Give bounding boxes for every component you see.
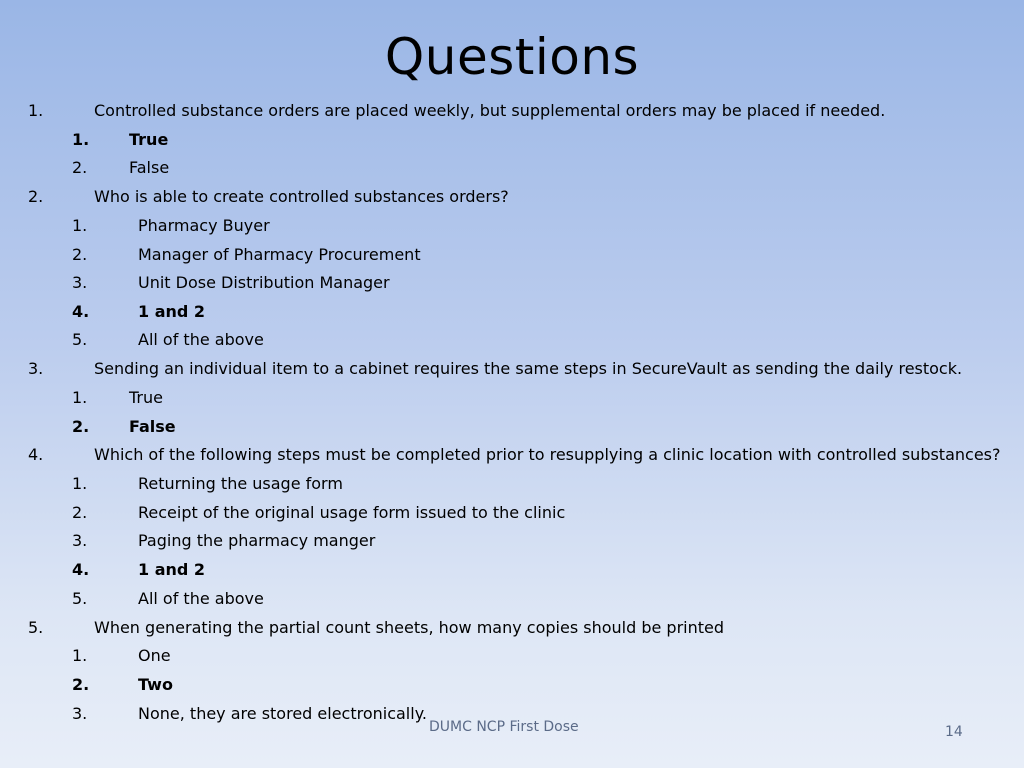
option-text: False	[129, 158, 170, 177]
option-text: Pharmacy Buyer	[138, 216, 270, 235]
option-text: Receipt of the original usage form issued to the clinic	[138, 503, 566, 522]
question-number: 5.	[28, 618, 44, 637]
question-text: Who is able to create controlled substances orders?	[94, 187, 509, 206]
option-number: 1.	[72, 646, 88, 665]
option-number: 3.	[72, 531, 88, 550]
question-text: Which of the following steps must be completed prior to resupplying a clinic location with controlled substances?	[94, 445, 1001, 464]
option-text: Returning the usage form	[138, 474, 343, 493]
option-text: Two	[138, 675, 173, 694]
option-text: All of the above	[138, 330, 264, 349]
question-number: 2.	[28, 187, 44, 206]
page-number: 14	[945, 724, 963, 740]
option-number: 5.	[72, 330, 88, 349]
question-number: 4.	[28, 445, 44, 464]
option-text: All of the above	[138, 589, 264, 608]
option-text: True	[129, 130, 169, 149]
option-number: 2.	[72, 158, 88, 177]
option-number: 1.	[72, 388, 88, 407]
question-number: 3.	[28, 359, 44, 378]
slide-footer: DUMC NCP First Dose	[429, 719, 579, 735]
slide-title: Questions	[384, 28, 640, 86]
option-number: 1.	[72, 216, 88, 235]
option-text: One	[138, 646, 171, 665]
option-number: 4.	[72, 302, 90, 321]
option-number: 2.	[72, 675, 90, 694]
option-number: 4.	[72, 560, 90, 579]
option-text: True	[129, 388, 163, 407]
option-text: None, they are stored electronically.	[138, 704, 427, 723]
option-text: 1 and 2	[138, 560, 206, 579]
option-number: 2.	[72, 245, 88, 264]
option-number: 3.	[72, 704, 88, 723]
option-text: Manager of Pharmacy Procurement	[138, 245, 421, 264]
question-text: Controlled substance orders are placed weekly, but supplemental orders may be placed if needed.	[94, 101, 886, 120]
option-text: 1 and 2	[138, 302, 206, 321]
option-text: Unit Dose Distribution Manager	[138, 273, 390, 292]
option-text: Paging the pharmacy manger	[138, 531, 376, 550]
question-text: When generating the partial count sheets, how many copies should be printed	[94, 618, 725, 637]
option-number: 2.	[72, 503, 88, 522]
option-number: 3.	[72, 273, 88, 292]
option-number: 5.	[72, 589, 88, 608]
option-text: False	[129, 417, 176, 436]
question-text: Sending an individual item to a cabinet requires the same steps in SecureVault as sending the daily restock.	[94, 359, 963, 378]
question-number: 1.	[28, 101, 44, 120]
option-number: 1.	[72, 130, 90, 149]
option-number: 2.	[72, 417, 90, 436]
option-number: 1.	[72, 474, 88, 493]
